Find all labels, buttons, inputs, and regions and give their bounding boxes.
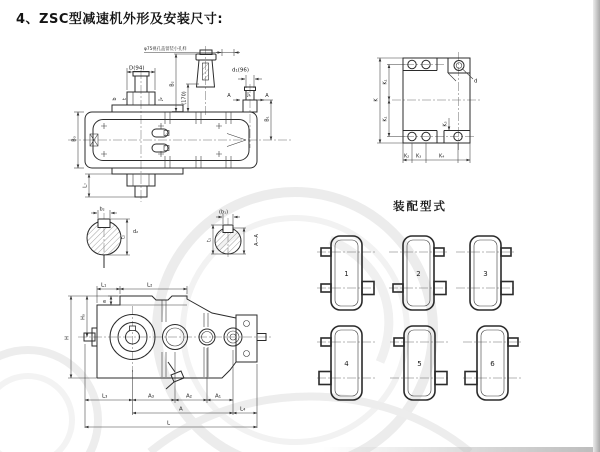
dim-J2: J₂: [158, 97, 164, 101]
page-edge-bottom: [323, 447, 593, 452]
section-label-AA: A—A: [254, 234, 260, 246]
dim-A2: A₂: [186, 393, 192, 400]
dim-b1: (b₁): [219, 209, 229, 216]
mounting-plate-view: [374, 52, 481, 163]
dim-B3: B₃: [71, 136, 78, 142]
type-number: 2: [416, 270, 421, 278]
type-number: 4: [344, 360, 349, 368]
type-number: 6: [490, 360, 495, 368]
drill-note: φ75视孔盖留装小孔样: [144, 47, 187, 52]
assembly-type-2: [389, 236, 448, 310]
plate-dimensions: [374, 58, 471, 163]
dim-d-hole: d: [474, 78, 478, 85]
page-edge-right: [593, 0, 600, 452]
dim-K2: K₂: [404, 153, 410, 160]
top-view-drawing: [68, 45, 293, 202]
dim-K1-top: K₁: [382, 79, 389, 85]
dim-K1-bottom: K₁: [382, 116, 389, 122]
assembly-type-3: [456, 236, 515, 310]
breather-plug: [196, 50, 216, 87]
dim-D: D(94): [129, 65, 145, 72]
dim-K3: K₃: [416, 153, 422, 160]
type-number: 5: [417, 360, 422, 368]
assembly-type-6: [463, 326, 522, 400]
dim-b2: b₂: [99, 206, 105, 213]
shaft-section-left: [87, 207, 138, 269]
dim-K4: K₄: [439, 153, 445, 160]
dim-A1: A₁: [215, 393, 221, 400]
dim-L1: L₁: [101, 282, 107, 289]
dim-J1: J₁: [247, 92, 251, 98]
dim-K: K: [373, 98, 380, 102]
dim-t2: t₂: [120, 235, 127, 239]
section-mark-A-left: A: [227, 93, 231, 99]
dim-t1: t₁: [206, 238, 213, 242]
dim-e: e: [103, 299, 107, 305]
page-title: 4、ZSC型减速机外形及安装尺寸:: [16, 12, 224, 27]
dim-d1: d₁(96): [232, 67, 249, 74]
dim-L: L: [167, 420, 171, 427]
dim-B2: B₂: [169, 81, 176, 87]
section-mark-A-right: A: [265, 93, 269, 99]
dim-L4: L₄: [240, 406, 246, 413]
dim-L7: L₇: [82, 183, 89, 188]
dim-170: (170): [181, 91, 188, 105]
dim-L3: L₃: [102, 393, 108, 400]
dim-A: A: [179, 406, 183, 413]
assembly-type-4: [317, 326, 376, 400]
top-view-dimensions: [72, 54, 274, 197]
dim-K5: K₅: [442, 121, 449, 127]
dim-L2: L₂: [147, 282, 153, 289]
mounting-holes: [408, 60, 464, 140]
dim-t: t: [122, 98, 128, 100]
dim-d2: d₂: [133, 229, 139, 235]
dim-H: H: [64, 336, 71, 340]
dim-A3: A₃: [148, 393, 154, 400]
dim-H0: H₀: [80, 314, 87, 320]
type-number: 3: [483, 270, 488, 278]
assembly-title: 装配型式: [393, 199, 447, 213]
type-number: 1: [344, 270, 349, 278]
dim-b: b: [112, 97, 118, 101]
dim-B1: B₁: [264, 116, 271, 122]
